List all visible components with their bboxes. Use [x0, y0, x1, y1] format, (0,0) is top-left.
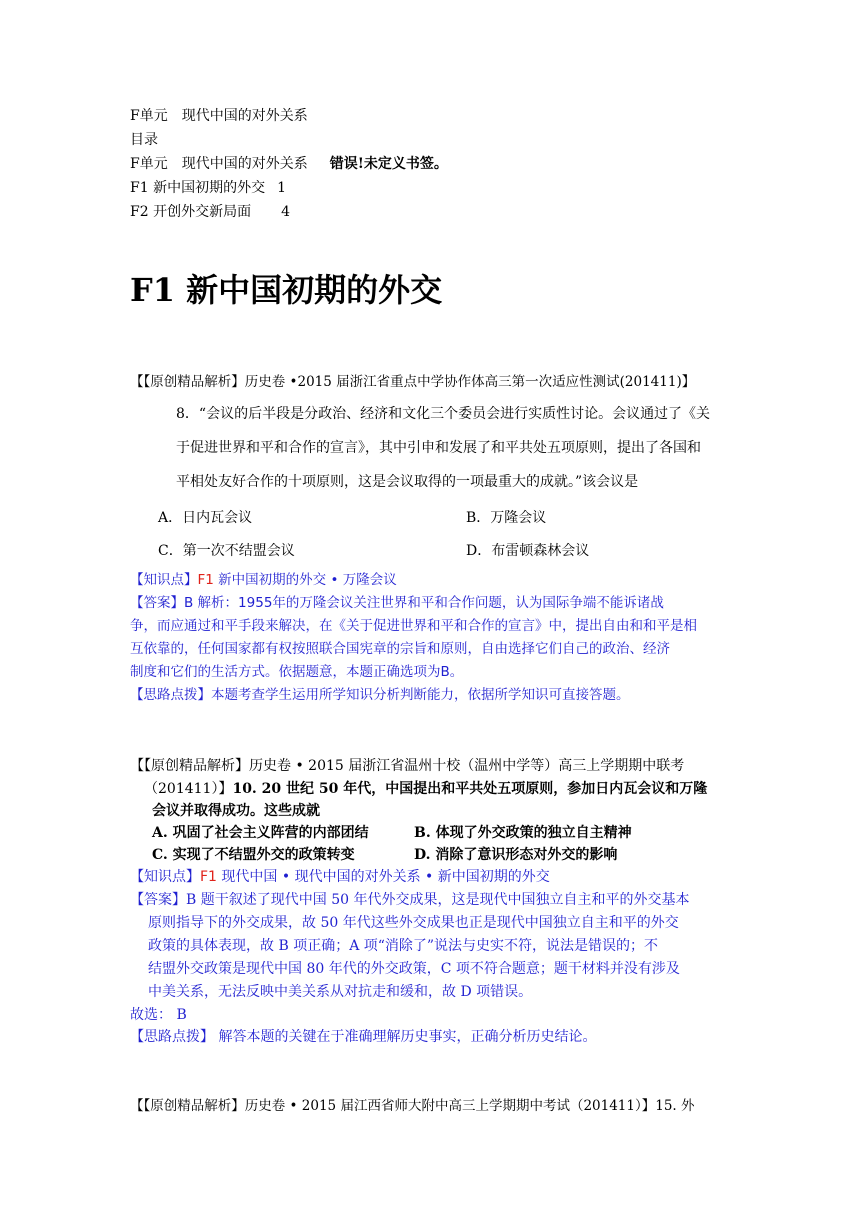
- toc-entry-f1-page: 1: [277, 180, 286, 196]
- q2-tip-label: 【思路点拨】: [130, 1029, 214, 1045]
- q2-answer-line4: 结盟外交政策是现代中国 80 年代的外交政策，C 项不符合题意；题干材料并没有涉及: [148, 961, 680, 977]
- q1-stem-line1: 8．“会议的后半段是分政治、经济和文化三个委员会进行实质性讨论。会议通过了《关: [176, 406, 711, 422]
- q2-tip: [130, 1027, 596, 1047]
- q2-source-line2: [144, 779, 707, 799]
- q1-tip: [130, 685, 630, 705]
- q1-option-d: D．布雷顿森林会议: [466, 543, 590, 559]
- q2-kp-text: 现代中国 • 现代中国的对外关系 • 新中国初期的外交: [216, 869, 550, 885]
- q1-source: 【【原创精品解析】历史卷 •2015 届浙江省重点中学协作体高三第一次适应性测试(201411)】: [130, 374, 696, 390]
- q1-kp-text: 新中国初期的外交 • 万隆会议: [213, 572, 397, 588]
- toc-bookmark-error: 错误!未定义书签。: [329, 156, 448, 172]
- q2-ans-text1: B 题干叙述了现代中国 50 年代外交成果，这是现代中国独立自主和平的外交基本: [186, 892, 690, 908]
- q2-answer-line1: [130, 890, 689, 910]
- q1-option-b: B．万隆会议: [466, 510, 547, 526]
- toc-entry-f1[interactable]: [130, 178, 286, 198]
- toc-entry-f2[interactable]: [130, 202, 290, 222]
- toc-entry-f2-page: 4: [281, 204, 290, 220]
- q2-answer-line2: 原则指导下的外交成果，故 50 年代这些外交成果也正是现代中国独立自主和平的外交: [148, 915, 679, 931]
- q1-option-a: A．日内瓦会议: [158, 510, 253, 526]
- q2-tip-text: 解答本题的关键在于准确理解历史事实，正确分析历史结论。: [214, 1029, 597, 1045]
- q2-choice: 故选： B: [130, 1007, 187, 1023]
- q2-knowledge-point: [130, 867, 550, 887]
- q2-ans-label: 【答案】: [130, 892, 186, 908]
- q1-tip-label: 【思路点拨】: [130, 687, 211, 703]
- q2-source-date: （201411）】: [144, 781, 233, 797]
- q1-ans-text1: B 解析：1955年的万隆会议关注世界和平和合作问题，认为国际争端不能诉诸战: [184, 595, 664, 611]
- q2-answer-line5: 中美关系，无法反映中美关系从对抗走和缓和，故 D 项错误。: [148, 984, 533, 1000]
- toc-entry-unit-text: F单元 现代中国的对外关系: [130, 156, 308, 172]
- q2-stem-line2: 会议并取得成功。这些成就: [152, 803, 320, 819]
- unit-title: F单元 现代中国的对外关系: [130, 108, 308, 124]
- q1-stem-line2: 于促进世界和平和合作的宣言》，其中引申和发展了和平共处五项原则，提出了各国和: [176, 440, 701, 456]
- q1-ans-label: 【答案】: [130, 595, 184, 611]
- q1-tip-text: 本题考查学生运用所学知识分析判断能力，依据所学知识可直接答题。: [211, 687, 630, 703]
- q2-source-line1: 【【原创精品解析】历史卷 • 2015 届浙江省温州十校（温州中学等）高三上学期期中联考: [130, 758, 685, 774]
- q1-kp-label: 【知识点】: [130, 572, 198, 588]
- q1-answer-line1: [130, 593, 664, 613]
- toc-entry-f2-text: F2 开创外交新局面: [130, 204, 252, 220]
- q1-knowledge-point: [130, 570, 397, 590]
- q2-option-a: A. 巩固了社会主义阵营的内部团结: [152, 825, 369, 841]
- q1-answer-line4: 制度和它们的生活方式。依据题意，本题正确选项为B。: [130, 664, 464, 680]
- q1-answer-line3: 互依靠的，任何国家都有权按照联合国宪章的宗旨和原则，自由选择它们自己的政治、经济: [130, 641, 670, 657]
- toc-entry-unit[interactable]: [130, 154, 448, 174]
- q1-answer-line2: 争，而应通过和平手段来解决，在《关于促进世界和平和合作的宣言》中，提出自由和和平是相: [130, 618, 697, 634]
- q2-option-d: D. 消除了意识形态对外交的影响: [414, 847, 618, 863]
- q2-option-b: B. 体现了外交政策的独立自主精神: [414, 825, 632, 841]
- q1-option-c: C．第一次不结盟会议: [158, 543, 295, 559]
- toc-label: 目录: [130, 132, 158, 148]
- q2-kp-code: F1: [200, 869, 217, 885]
- section-heading: F1 新中国初期的外交: [130, 271, 443, 309]
- q2-kp-label: 【知识点】: [130, 869, 200, 885]
- q2-option-c: C. 实现了不结盟外交的政策转变: [152, 847, 355, 863]
- toc-entry-f1-text: F1 新中国初期的外交: [130, 180, 266, 196]
- q2-answer-line3: 政策的具体表现，故 B 项正确；A 项“消除了”说法与史实不符，说法是错误的；不: [148, 938, 659, 954]
- q1-stem-line3: 平相处友好合作的十项原则，这是会议取得的一项最重大的成就。”该会议是: [176, 474, 639, 490]
- q2-stem-line1: 10. 20 世纪 50 年代，中国提出和平共处五项原则，参加日内瓦会议和万隆: [232, 781, 708, 797]
- q1-kp-code: F1: [197, 572, 214, 588]
- q3-source: 【【原创精品解析】历史卷 • 2015 届江西省师大附中高三上学期期中考试（201411）】15. 外: [130, 1098, 695, 1114]
